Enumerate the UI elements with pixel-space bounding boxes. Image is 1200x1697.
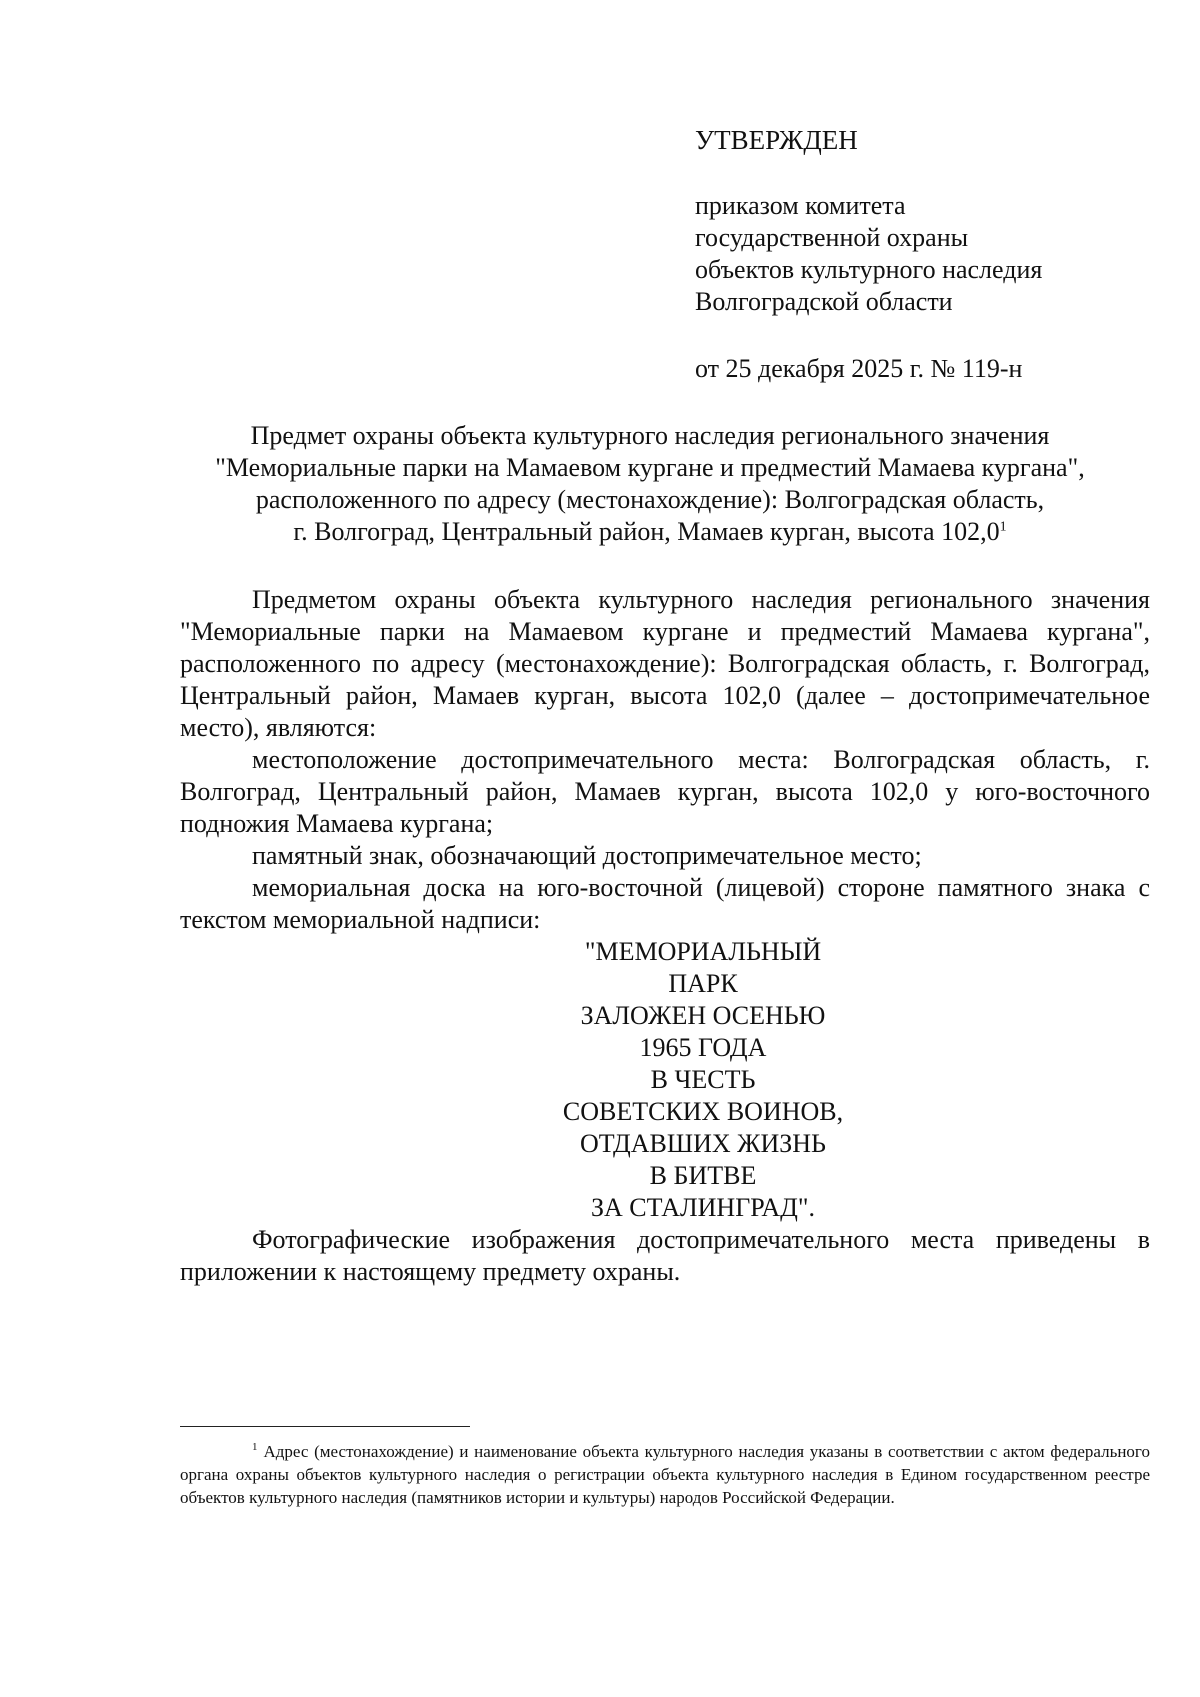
inscription-line: ОТДАВШИХ ЖИЗНЬ bbox=[580, 1129, 826, 1158]
footnote-text: Адрес (местонахождение) и наименование объекта культурного наследия указаны в соответствии с актом федерального органа охраны объектов культурного наследия о регистрации объекта культурного наследия в Едином государственном реестре объектов культурного наследия (памятников истории и культуры) народов Российской Федерации. bbox=[180, 1442, 1150, 1507]
issuer-line: Волгоградской области bbox=[695, 287, 953, 316]
plaque-paragraph: мемориальная доска на юго-восточной (лицевой) стороне памятного знака с текстом мемориальной надписи: bbox=[180, 873, 1150, 934]
title-line: "Мемориальные парки на Мамаевом кургане и предместий Мамаева кургана", bbox=[215, 453, 1085, 482]
intro-paragraph: Предметом охраны объекта культурного наследия регионального значения "Мемориальные парки на Мамаевом кургане и предместий Мамаева кургана", расположенного по адресу (местонахождение): Волгоградская область, г. Волгоград, Центральный район, Мамаев курган, высота 102,0 (далее – достопримечательное место), являются: bbox=[180, 585, 1150, 742]
footnote-paragraph bbox=[180, 1440, 1150, 1509]
location-paragraph: местоположение достопримечательного места: Волгоградская область, г. Волгоград, Центральный район, Мамаев курган, высота 102,0 у юго-восточного подножия Мамаева кургана; bbox=[180, 745, 1150, 838]
inscription-line: СОВЕТСКИХ ВОИНОВ, bbox=[562, 1097, 844, 1126]
title-line: г. Волгоград, Центральный район, Мамаев курган, высота 102,0 bbox=[293, 517, 1000, 546]
approval-heading: УТВЕРЖДЕН bbox=[695, 125, 858, 155]
inscription-line: В ЧЕСТЬ bbox=[650, 1065, 756, 1094]
photos-paragraph: Фотографические изображения достопримечательного места приведены в приложении к настоящему предмету охраны. bbox=[180, 1225, 1150, 1286]
issuer-line: государственной охраны bbox=[695, 223, 969, 252]
footnote-mark: 1 bbox=[252, 1441, 258, 1454]
approval-block bbox=[695, 124, 1175, 385]
issuer-line: объектов культурного наследия bbox=[695, 255, 1043, 284]
footnote-separator bbox=[180, 1426, 470, 1427]
inscription-line: ЗА СТАЛИНГРАД". bbox=[591, 1193, 815, 1222]
title-line-last bbox=[150, 516, 1150, 548]
inscription-line: В БИТВЕ bbox=[649, 1161, 757, 1190]
inscription-line: ЗАЛОЖЕН ОСЕНЬЮ bbox=[580, 1001, 826, 1030]
title-line: расположенного по адресу (местонахождение): Волгоградская область, bbox=[255, 485, 1045, 514]
inscription-line: 1965 ГОДА bbox=[639, 1033, 767, 1062]
title-line: Предмет охраны объекта культурного наследия регионального значения bbox=[250, 421, 1050, 450]
issuer-line: приказом комитета bbox=[695, 191, 906, 220]
memorial-inscription bbox=[256, 936, 1150, 1224]
sign-paragraph: памятный знак, обозначающий достопримечательное место; bbox=[252, 841, 922, 870]
footnote-reference[interactable]: 1 bbox=[999, 519, 1007, 535]
footnote bbox=[180, 1440, 1150, 1509]
inscription-line: ПАРК bbox=[668, 969, 738, 998]
document-body bbox=[180, 584, 1150, 1288]
inscription-line: "МЕМОРИАЛЬНЫЙ bbox=[584, 937, 822, 966]
document-title bbox=[150, 420, 1150, 548]
order-date: от 25 декабря 2025 г. № 119-н bbox=[695, 354, 1023, 383]
approval-issuer bbox=[695, 190, 1175, 318]
